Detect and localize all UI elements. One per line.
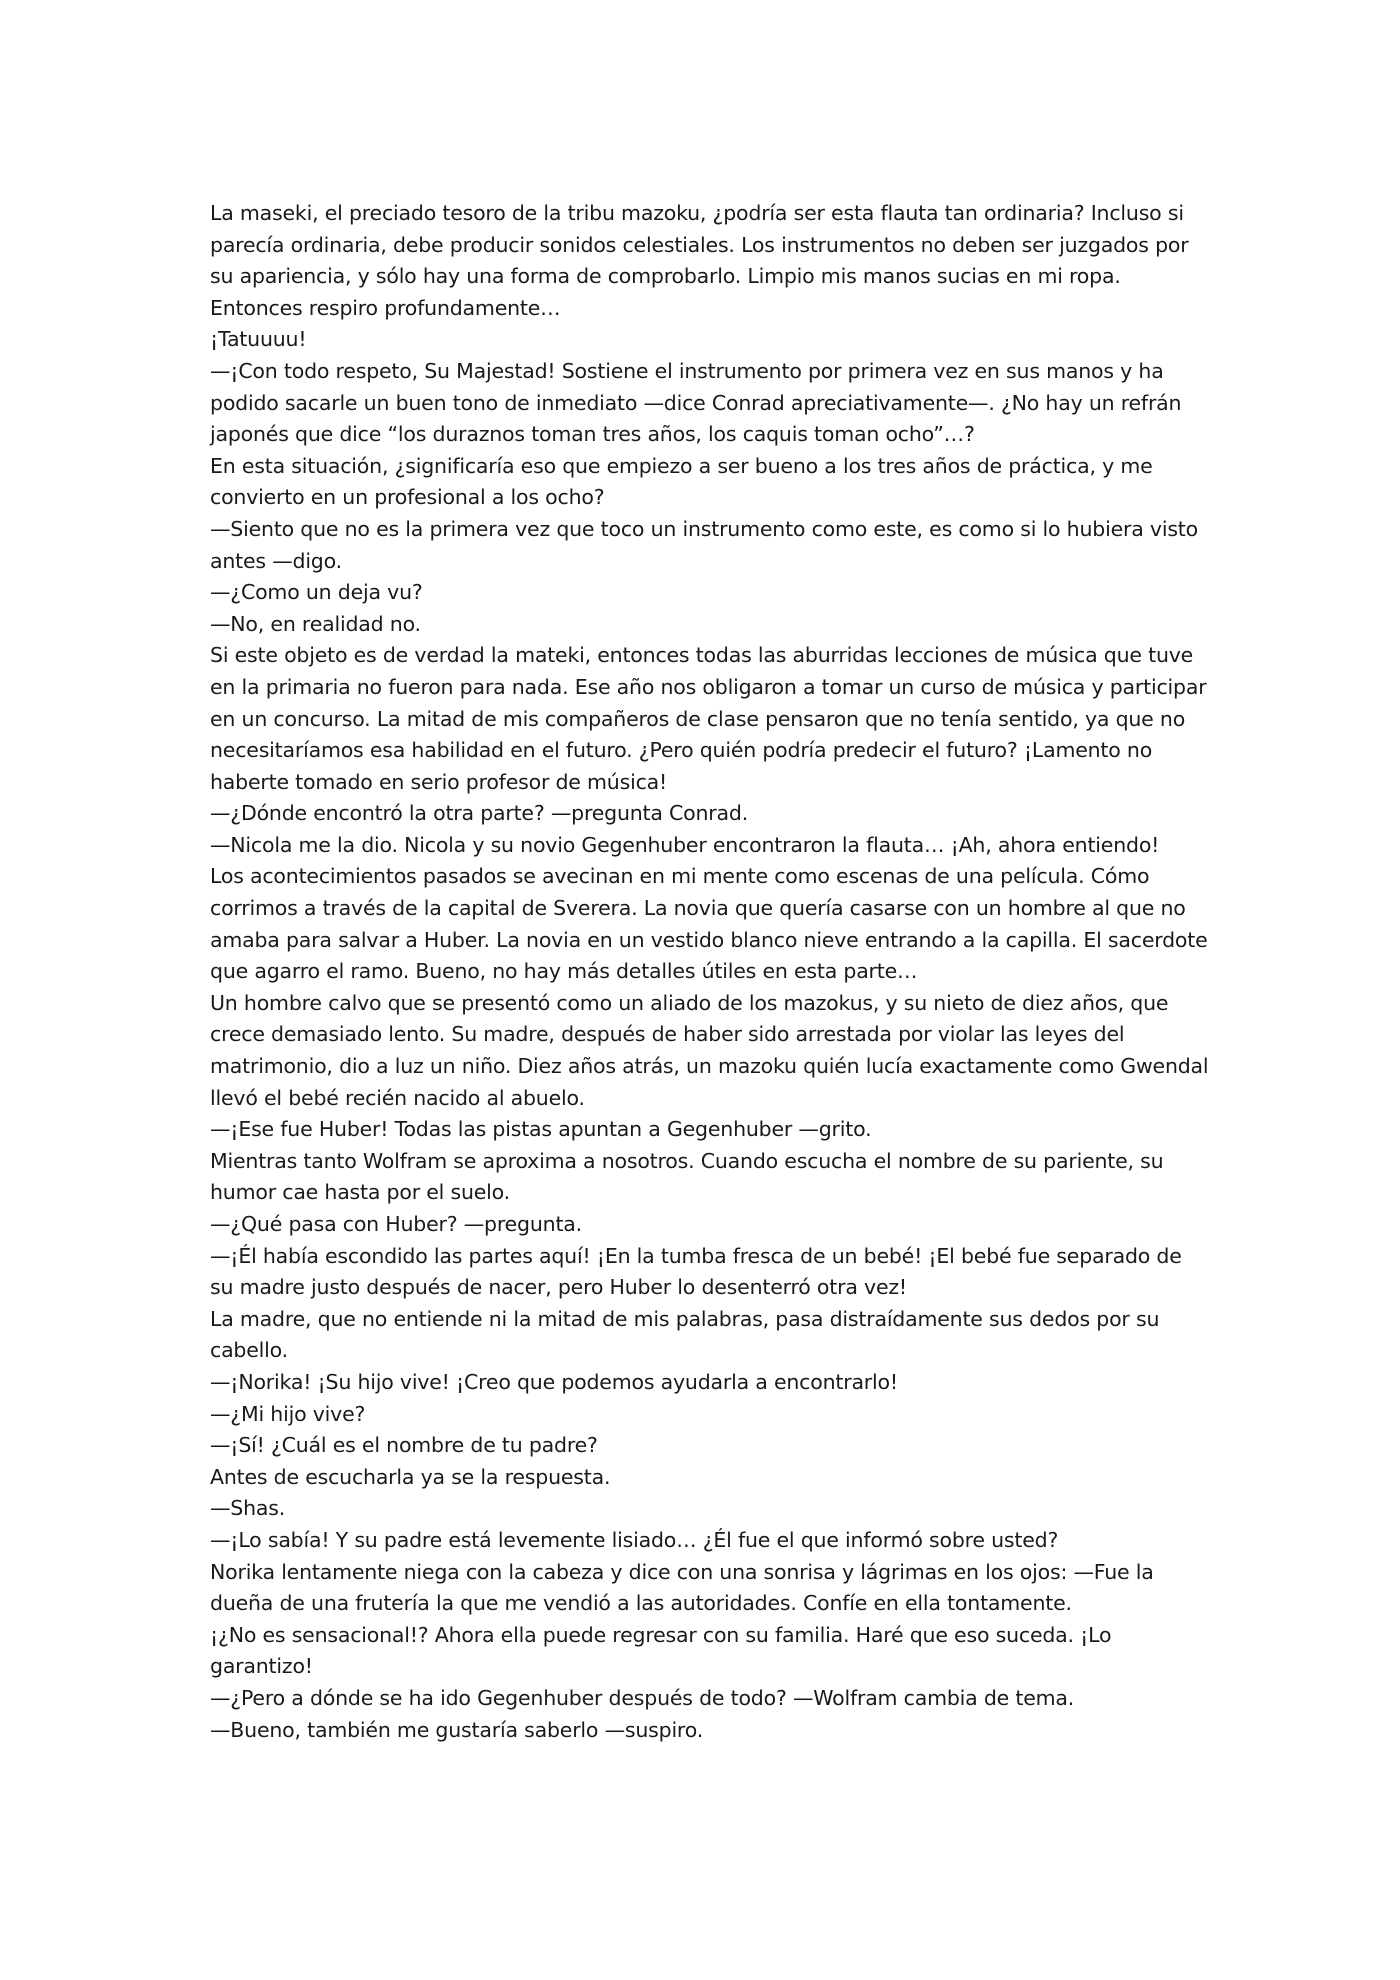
paragraph: Norika lentamente niega con la cabeza y dice con una sonrisa y lágrimas en los ojos: —Fue la dueña de una frutería la que me vendió a las autoridades. Confíe en ella tontamente. <box>210 1559 1154 1616</box>
paragraph: —¡Norika! ¡Su hijo vive! ¡Creo que podemos ayudarla a encontrarlo! <box>210 1369 898 1394</box>
paragraph: —Bueno, también me gustaría saberlo —suspiro. <box>210 1717 704 1742</box>
paragraph: Los acontecimientos pasados se avecinan en mi mente como escenas de una película. Cómo corrimos a través de la capital de Sverera. La novia que quería casarse con un hombre al que no amaba para salvar a Huber. La novia en un vestido blanco nieve entrando a la capilla. El sacerdote que agarro el ramo. Bueno, no hay más detalles útiles en esta parte… <box>210 864 1208 984</box>
paragraph: —¡Ese fue Huber! Todas las pistas apuntan a Gegenhuber —grito. <box>210 1117 872 1142</box>
paragraph: —¡Él había escondido las partes aquí! ¡En la tumba fresca de un bebé! ¡El bebé fue separado de su madre justo después de nacer, pero Huber lo desenterró otra vez! <box>210 1243 1182 1300</box>
paragraph: La madre, que no entiende ni la mitad de mis palabras, pasa distraídamente sus dedos por su cabello. <box>210 1306 1160 1363</box>
paragraph: ¡Tatuuuu! <box>210 327 307 352</box>
paragraph: —No, en realidad no. <box>210 611 421 636</box>
paragraph: —¿Qué pasa con Huber? —pregunta. <box>210 1212 582 1236</box>
paragraph: —¡Con todo respeto, Su Majestad! Sostiene el instrumento por primera vez en sus manos y ha podido sacarle un buen tono de inmediato —dice Conrad apreciativamente—. ¿No hay un refrán japonés que dice “los duraznos toman tres años, los caquis toman ocho”…? <box>210 358 1182 447</box>
paragraph: —¿Como un deja vu? <box>210 580 423 605</box>
paragraph: —¡Lo sabía! Y su padre está levemente lisiado… ¿Él fue el que informó sobre usted? <box>210 1527 1059 1552</box>
paragraph: Si este objeto es de verdad la mateki, entonces todas las aburridas lecciones de música que tuve en la primaria no fueron para nada. Ese año nos obligaron a tomar un curso de música y participar en un concurso. La mitad de mis compañeros de clase pensaron que no tenía sentido, ya que no necesitaríamos esa habilidad en el futuro. ¿Pero quién podría predecir el futuro? ¡Lamento no haberte tomado en serio profesor de música! <box>210 643 1207 794</box>
paragraph: —Nicola me la dio. Nicola y su novio Gegenhuber encontraron la flauta… ¡Ah, ahora entiendo! <box>210 832 1160 857</box>
paragraph: Mientras tanto Wolfram se aproxima a nosotros. Cuando escucha el nombre de su pariente, su humor cae hasta por el suelo. <box>210 1148 1164 1205</box>
paragraph: —Shas. <box>210 1496 286 1521</box>
paragraph: —¿Pero a dónde se ha ido Gegenhuber después de todo? —Wolfram cambia de tema. <box>210 1685 1075 1710</box>
paragraph: La maseki, el preciado tesoro de la tribu mazoku, ¿podría ser esta flauta tan ordinaria? Incluso si parecía ordinaria, debe producir sonidos celestiales. Los instrumentos no deben ser juzgados por su apariencia, y sólo hay una forma de comprobarlo. Limpio mis manos sucias en mi ropa. Entonces respiro profundamente… <box>210 201 1189 320</box>
paragraph: ¡¿No es sensacional!? Ahora ella puede regresar con su familia. Haré que eso suceda. ¡Lo garantizo! <box>210 1622 1112 1679</box>
paragraph: Antes de escucharla ya se la respuesta. <box>210 1464 611 1489</box>
paragraph: Un hombre calvo que se presentó como un aliado de los mazokus, y su nieto de diez años, que crece demasiado lento. Su madre, después de haber sido arrestada por violar las leyes del matrimonio, dio a luz un niño. Diez años atrás, un mazoku quién lucía exactamente como Gwendal llevó el bebé recién nacido al abuelo. <box>210 990 1209 1110</box>
paragraph: —¿Mi hijo vive? <box>210 1401 366 1426</box>
paragraph: —Siento que no es la primera vez que toco un instrumento como este, es como si lo hubiera visto antes —digo. <box>210 516 1198 573</box>
paragraph: En esta situación, ¿significaría eso que empiezo a ser bueno a los tres años de práctica, y me convierto en un profesional a los ocho? <box>210 453 1153 510</box>
document-page <box>210 198 1210 1746</box>
paragraph: —¡Sí! ¿Cuál es el nombre de tu padre? <box>210 1433 598 1458</box>
paragraph: —¿Dónde encontró la otra parte? —pregunta Conrad. <box>210 801 749 826</box>
